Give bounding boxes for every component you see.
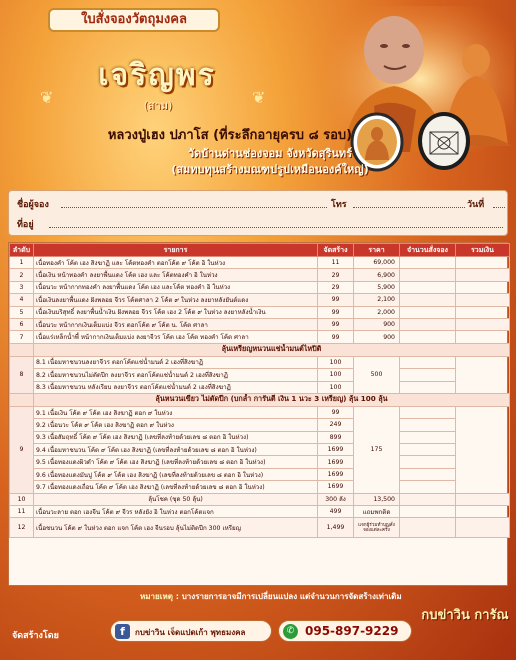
table-row [10, 506, 510, 518]
row-item: 8.3 เนื้อมหาชนวน หลังเรียบ ลงยาจีวร ตอกโค้ตแช่น้ำมนต์ 2 เฮงที่สิงฆาฏิ [34, 381, 318, 393]
order-table [8, 242, 508, 586]
monk-name: หลวงปู่เฮง ปภาโส (ที่ระลึกอายุครบ ๘ รอบ) [107, 128, 353, 143]
row-no: 10 [10, 493, 34, 505]
row-item: 8.1 เนื้อมหาชนวนลงยาจีวร ตอกโค้ตแช่น้ำมนต์ 2 เฮงที่สิงฆาฏิ [34, 356, 318, 368]
table-row [10, 481, 510, 493]
row-qty: 100 [318, 369, 354, 381]
maker-label: จัดสร้างโดย [12, 631, 59, 641]
row-order-qty-cell[interactable] [400, 369, 456, 381]
col-header-total: รวมเงิน [456, 244, 510, 257]
temple-name: วัดบ้านด่านช่องจอม จังหวัดสุรินทร์ [187, 147, 353, 160]
row-total-cell[interactable] [456, 318, 510, 330]
row-qty: 29 [318, 269, 354, 281]
col-header-price: ราคา [354, 244, 400, 257]
address-label: ที่อยู่ [17, 220, 34, 230]
table-row [10, 518, 510, 538]
row-total-cell[interactable] [456, 306, 510, 318]
date-field[interactable] [493, 207, 505, 208]
row-price: แถมพกติด [354, 506, 400, 518]
row-item: 8.2 เนื้อมหาชนวนไม่ตัดปีก ลงยาจีวร ตอกโค้ตแช่น้ำมนต์ 2 เฮงที่สิงฆาฏิ [34, 369, 318, 381]
phone-contact[interactable] [278, 620, 412, 642]
row-item: เนื้อทองคำ โค้ต เฮง สิงฆาฏิ และ โค้ตทองคำ ตอกโค้ต ๙ โค้ต อิ ในห่วง [34, 257, 318, 269]
phone-icon: ✆ [283, 624, 298, 639]
row-item: เนื้อนวะ หน้ากากเงินเต็มแบ่ง จีวร ตอกโค้ต ๙ โค้ต น. โค้ต ศาลา [34, 318, 318, 330]
row-item: 9.4 เนื้อมหาชนวน โค้ต ๙ โค้ต เฮง สิงฆาฏิ (เลขที่ลงท้ายด้วยเลข ๘ ตอก อิ ในห่วง) [34, 444, 318, 456]
table-row [10, 257, 510, 269]
facebook-page-name: กบข่าวิน เจ็ดแปดเก้า พุทธมงคล [135, 628, 246, 637]
row-no: 7 [10, 331, 34, 343]
row-order-qty-cell[interactable] [400, 318, 456, 330]
row-item: 9.5 เนื้อทองแดงผิวดำ โค้ต ๙ โค้ต เฮง สิงฆาฏิ (เลขที่ลงท้ายด้วยเลข ๘ ตอก อิ ในห่วง) [34, 456, 318, 468]
row-price: 175 [354, 406, 400, 493]
row-price: 900 [354, 318, 400, 330]
row-order-qty-cell[interactable] [400, 456, 456, 468]
address-field[interactable] [49, 227, 503, 228]
table-row [10, 381, 510, 393]
row-no: 9 [10, 406, 34, 493]
row-order-qty-cell[interactable] [400, 444, 456, 456]
phone-number: 095-897-9229 [305, 624, 399, 638]
table-row [10, 331, 510, 343]
col-header-item: รายการ [34, 244, 318, 257]
row-order-qty-cell[interactable] [400, 506, 456, 518]
row-no: 12 [10, 518, 34, 538]
table-row [10, 444, 510, 456]
row-qty: 100 [318, 356, 354, 368]
row-total-cell[interactable] [456, 269, 510, 281]
row-total-cell[interactable] [456, 331, 510, 343]
row-item: 9.7 เนื้อทองแดงเถื่อน โค้ต ๙ โค้ต เฮง สิงฆาฏิ (เลขที่ลงท้ายด้วยเลข ๘ ตอก อิ ในห่วง) [34, 481, 318, 493]
row-price: 69,000 [354, 257, 400, 269]
phone-label: โทร [331, 200, 347, 210]
section-header-row [10, 343, 510, 356]
row-qty: 29 [318, 281, 354, 293]
section-8-title: ลุ้นเหรียญหนวนแช่น้ำมนต์ไหปิติ [34, 343, 510, 356]
col-header-order-qty: จำนวนสั่งจอง [400, 244, 456, 257]
row-no: 5 [10, 306, 34, 318]
row-qty: 1699 [318, 444, 354, 456]
table-header-row [10, 244, 510, 257]
row-qty: 499 [318, 506, 354, 518]
row-qty: 99 [318, 306, 354, 318]
table-row [10, 306, 510, 318]
row-price: 2,100 [354, 294, 400, 306]
row-qty: 1699 [318, 468, 354, 480]
row-order-qty-cell[interactable] [400, 269, 456, 281]
row-total-cell[interactable] [456, 518, 510, 538]
flourish-right-icon: ❦ [252, 88, 266, 107]
table-row [10, 318, 510, 330]
table-row [10, 269, 510, 281]
row-no: 4 [10, 294, 34, 306]
row-item: เนื้อเงิน หน้าทองคำ ลงยาพื้นแดง โค้ต เฮง และ โค้ตทองคำ อิ ในห่วง [34, 269, 318, 281]
table-row [10, 419, 510, 431]
row-no: 8 [10, 356, 34, 393]
row-item: เนื้อชนวน โค้ต ๙ ในห่วง ตอก แจก โค้ต เฮง จีนรอบ ลุ้นไม่ติดปีก 300 เหรียญ [34, 518, 318, 538]
row-qty: 11 [318, 257, 354, 269]
row-price: 13,500 [354, 493, 400, 505]
row-item: เนื้อแร่เหล็กน้ำพี้ หน้ากากเงินเต็มแบ่ง ลงยาจีวร โค้ต เฮง โค้ต ทองคำ โค้ต ศาลา [34, 331, 318, 343]
footer-note [140, 590, 500, 603]
order-form-fields [8, 190, 508, 236]
row-item: เนื้อนวะ หน้ากากทองคำ ลงยาพื้นแดง โค้ต เฮง และโค้ต ทองคำ อิ ในห่วง [34, 281, 318, 293]
row-qty: 899 [318, 431, 354, 443]
flourish-left-icon: ❦ [40, 88, 54, 107]
facebook-page-link[interactable] [110, 620, 272, 642]
date-label: วันที่ [467, 200, 485, 210]
row-item: 9.1 เนื้อเงิน โค้ต ๙ โค้ต เฮง สิงฆาฏิ ตอก ๙ ในห่วง [34, 406, 318, 418]
phone-field[interactable] [353, 207, 465, 208]
row-qty: 1699 [318, 481, 354, 493]
table-row [10, 281, 510, 293]
table-row [10, 406, 510, 418]
row-order-qty-cell[interactable] [400, 294, 456, 306]
row-qty: 99 [318, 331, 354, 343]
row-total-cell[interactable] [456, 281, 510, 293]
row-qty: 99 [318, 294, 354, 306]
row-price: 6,900 [354, 269, 400, 281]
table-row [10, 369, 510, 381]
table-row [10, 468, 510, 480]
row-order-qty-cell[interactable] [400, 356, 456, 368]
row-item: 9.2 เนื้อนวะ โค้ต ๙ โค้ต เฮง สิงฆาฏิ ตอก ๙ ในห่วง [34, 419, 318, 431]
col-header-no: ลำดับ [10, 244, 34, 257]
big-title: เจริญพร [98, 58, 216, 93]
row-no: 11 [10, 506, 34, 518]
row-qty: 1,499 [318, 518, 354, 538]
row-total-cell[interactable] [456, 506, 510, 518]
row-item: 9.3 เนื้อสัมฤทธิ์ โค้ต ๙ โค้ต เฮง สิงฆาฏิ (เลขที่ลงท้ายด้วยเลข ๘ ตอก อิ ในห่วง) [34, 431, 318, 443]
row-total-cell[interactable] [456, 493, 510, 505]
row-qty: 300 ลัง [318, 493, 354, 505]
row-order-qty-cell[interactable] [400, 406, 456, 418]
table-row [10, 493, 510, 505]
row-no: 6 [10, 318, 34, 330]
row-order-qty-cell[interactable] [400, 257, 456, 269]
row-price: 500 [354, 356, 400, 393]
note-label: หมายเหตุ : [140, 592, 179, 601]
row-no: 3 [10, 281, 34, 293]
table-row [10, 456, 510, 468]
row-order-qty-cell[interactable] [400, 493, 456, 505]
row-item: เนื้อนวะลาย ตอก เฮงจีน โค้ต ๙ จีวร หลังยัง อิ ในห่วง ตอกโค้ตแจก [34, 506, 318, 518]
row-order-qty-cell[interactable] [400, 331, 456, 343]
row-total-cell[interactable] [456, 406, 510, 493]
row-price: 5,900 [354, 281, 400, 293]
section-9-title: ลุ้นหนวนเขียว ไม่ตัดปีก (บกล้ำ การันตี เงิน 1 นวะ 3 เหรียญ) ลุ้น 100 ลุ้น [34, 393, 510, 406]
row-order-qty-cell[interactable] [400, 468, 456, 480]
row-order-qty-cell[interactable] [400, 518, 456, 538]
row-no: 2 [10, 269, 34, 281]
row-item: เนื้อเงินลงยาพื้นแดง ฝังพลอย จีวร โค้ตศาลา 2 โค้ต ๙ ในห่วง ลงยาหลังยันต์แดง [34, 294, 318, 306]
row-order-qty-cell[interactable] [400, 419, 456, 431]
title-banner: ใบสั่งจองวัตถุมงคล [48, 8, 220, 32]
table-row [10, 431, 510, 443]
row-total-cell[interactable] [456, 356, 510, 393]
row-order-qty-cell[interactable] [400, 281, 456, 293]
name-label: ชื่อผู้จอง [17, 200, 49, 210]
section-header-row [10, 393, 510, 406]
row-qty: 249 [318, 419, 354, 431]
row-qty: 100 [318, 381, 354, 393]
row-no: 1 [10, 257, 34, 269]
facebook-icon: f [115, 624, 130, 639]
row-total-cell[interactable] [456, 257, 510, 269]
row-item: 9.6 เนื้อทองแดงมันปู โค้ต ๙ โค้ต เฮง สิงฆาฏิ (เลขที่ลงท้ายด้วยเลข ๘ ตอก อิ ในห่วง) [34, 468, 318, 480]
row-order-qty-cell[interactable] [400, 381, 456, 393]
row-order-qty-cell[interactable] [400, 481, 456, 493]
row-price: 2,000 [354, 306, 400, 318]
row-price: แจกผู้ร่วมทำบุญสั่งจองแต่ละครั้ง [354, 518, 400, 538]
table-row [10, 356, 510, 368]
row-item: ลุ้นโชค (ชุด 50 ลุ้น) [34, 493, 318, 505]
row-qty: 99 [318, 406, 354, 418]
brand-logo: กบข่าวิน การัณ [421, 608, 509, 623]
name-field[interactable] [61, 207, 327, 208]
col-header-qty: จัดสร้าง [318, 244, 354, 257]
row-price: 900 [354, 331, 400, 343]
row-qty: 1699 [318, 456, 354, 468]
project-description: (สมทบทุนสร้างมณฑปรูปเหมือนองค์ใหญ่) [171, 163, 369, 176]
row-order-qty-cell[interactable] [400, 431, 456, 443]
big-title-sub: (สาม) [143, 99, 173, 112]
row-qty: 99 [318, 318, 354, 330]
note-text: บางรายการอาจมีการเปลี่ยนแปลง แต่จำนวนการจัดสร้างเท่าเดิม [181, 592, 402, 601]
amulet-yantra-image [416, 110, 472, 172]
row-total-cell[interactable] [456, 294, 510, 306]
table-row [10, 294, 510, 306]
row-item: เนื้อเงินบริสุทธิ์ ลงยาพื้นน้ำเงิน ฝังพลอย จีวร โค้ต เฮง 2 โค้ต ๙ ในห่วง ลงยาหลังน้ำเงิน [34, 306, 318, 318]
row-order-qty-cell[interactable] [400, 306, 456, 318]
